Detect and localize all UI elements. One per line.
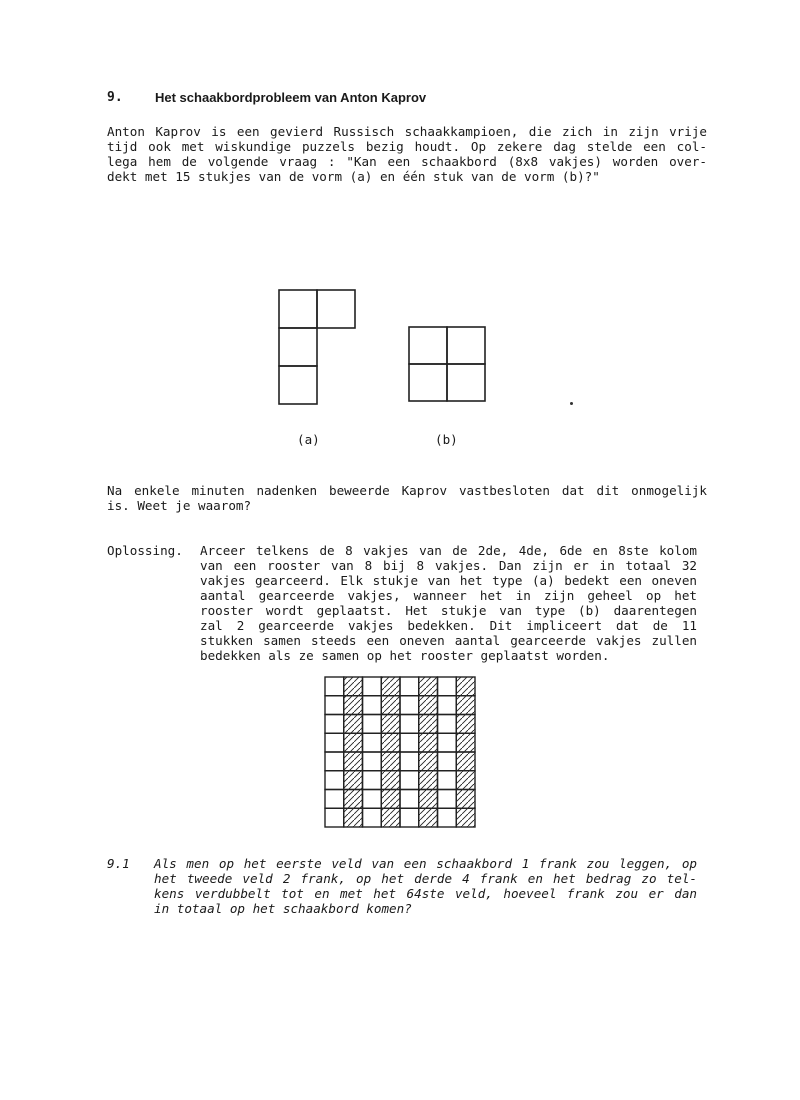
grid-cell-shaded	[419, 733, 438, 752]
grid-cell-shaded	[419, 790, 438, 809]
grid-cell-shaded	[456, 752, 475, 771]
grid-cell-shaded	[381, 771, 400, 790]
grid-cell-shaded	[456, 696, 475, 715]
piece-b-cell	[447, 327, 485, 364]
solution-paragraph	[200, 543, 697, 663]
grid-cell-shaded	[456, 677, 475, 696]
grid-cell	[363, 790, 382, 809]
grid-cell-shaded	[381, 715, 400, 734]
grid-cell-shaded	[456, 771, 475, 790]
grid-cell	[400, 677, 419, 696]
grid-cell	[363, 808, 382, 827]
grid-cell	[438, 696, 457, 715]
grid-cell-shaded	[344, 677, 363, 696]
grid-cell	[325, 752, 344, 771]
grid-cell	[438, 771, 457, 790]
grid-cell-shaded	[381, 733, 400, 752]
piece-a-cell	[279, 328, 317, 366]
grid-cell-shaded	[344, 715, 363, 734]
exercise-paragraph	[154, 856, 697, 916]
grid-cell	[325, 677, 344, 696]
exercise-line: het tweede veld 2 frank, op het derde 4 frank en het bedrag zo tel-	[154, 871, 697, 886]
grid-cell	[325, 733, 344, 752]
grid-cell	[438, 715, 457, 734]
grid-cell-shaded	[456, 715, 475, 734]
grid-cell	[325, 715, 344, 734]
grid-cell-shaded	[381, 752, 400, 771]
solution-line: rooster wordt geplaatst. Het stukje van type (b) daarentegen	[200, 603, 697, 618]
caption-b: (b)	[435, 432, 458, 447]
grid-cell-shaded	[344, 696, 363, 715]
solution-line: zal 2 gearceerde vakjes bedekken. Dit impliceert dat de 11	[200, 618, 697, 633]
grid-cell	[363, 696, 382, 715]
grid-cell-shaded	[419, 752, 438, 771]
grid-cell	[400, 733, 419, 752]
solution-line: van een rooster van 8 bij 8 vakjes. Dan zijn er in totaal 32	[200, 558, 697, 573]
grid-cell	[363, 677, 382, 696]
solution-line: stukken samen steeds een oneven aantal gearceerde vakjes zullen	[200, 633, 697, 648]
section-number: 9.	[107, 90, 123, 105]
shaded-chessboard-grid	[324, 676, 476, 828]
grid-cell	[325, 790, 344, 809]
grid-cell	[400, 790, 419, 809]
exercise-line: kens verdubbelt tot en met het 64ste veld, hoeveel frank zou er dan	[154, 886, 697, 901]
grid-cell-shaded	[344, 790, 363, 809]
solution-line: aantal gearceerde vakjes, wanneer het in zijn geheel op het	[200, 588, 697, 603]
intro-line: tijd ook met wiskundige puzzels bezig houdt. Op zekere dag stelde een col-	[107, 139, 707, 154]
grid-cell	[325, 808, 344, 827]
grid-cell	[325, 771, 344, 790]
grid-cell	[438, 752, 457, 771]
grid-cell-shaded	[419, 808, 438, 827]
piece-a-figure	[278, 289, 358, 407]
grid-cell-shaded	[344, 771, 363, 790]
grid-cell-shaded	[344, 733, 363, 752]
piece-a-cell	[279, 366, 317, 404]
grid-cell-shaded	[456, 733, 475, 752]
piece-b-cell	[409, 364, 447, 401]
question-line: is. Weet je waarom?	[107, 498, 252, 513]
solution-line: bedekken als ze samen op het rooster geplaatst worden.	[200, 648, 610, 663]
grid-cell-shaded	[381, 696, 400, 715]
stray-mark	[570, 402, 573, 405]
grid-cell	[400, 715, 419, 734]
grid-cell	[363, 752, 382, 771]
grid-cell	[400, 771, 419, 790]
grid-cell-shaded	[419, 696, 438, 715]
exercise-number: 9.1	[107, 856, 130, 871]
piece-b-figure	[408, 326, 488, 404]
caption-a: (a)	[297, 432, 320, 447]
intro-line: Anton Kaprov is een gevierd Russisch schaakkampioen, die zich in zijn vrije	[107, 124, 707, 139]
grid-cell-shaded	[344, 752, 363, 771]
intro-paragraph	[107, 124, 707, 184]
solution-label: Oplossing.	[107, 543, 183, 558]
intro-line: lega hem de volgende vraag : "Kan een schaakbord (8x8 vakjes) worden over-	[107, 154, 707, 169]
grid-cell	[363, 771, 382, 790]
solution-line: Arceer telkens de 8 vakjes van de 2de, 4de, 6de en 8ste kolom	[200, 543, 697, 558]
grid-cell	[363, 715, 382, 734]
grid-cell	[325, 696, 344, 715]
grid-cell-shaded	[456, 790, 475, 809]
grid-cell-shaded	[456, 808, 475, 827]
piece-b-cell	[447, 364, 485, 401]
question-line: Na enkele minuten nadenken beweerde Kaprov vastbesloten dat dit onmogelijk	[107, 483, 707, 498]
grid-cell-shaded	[419, 677, 438, 696]
grid-cell	[400, 696, 419, 715]
section-title: Het schaakbordprobleem van Anton Kaprov	[155, 90, 427, 105]
grid-cell-shaded	[381, 790, 400, 809]
grid-cell	[363, 733, 382, 752]
grid-cell	[438, 677, 457, 696]
grid-cell	[438, 808, 457, 827]
grid-cell-shaded	[381, 677, 400, 696]
piece-a-cell	[279, 290, 317, 328]
grid-cell	[400, 752, 419, 771]
grid-cell	[438, 733, 457, 752]
grid-cell-shaded	[419, 771, 438, 790]
grid-cell	[438, 790, 457, 809]
question-paragraph	[107, 483, 707, 513]
piece-b-cell	[409, 327, 447, 364]
piece-a-cell	[317, 290, 355, 328]
grid-cell-shaded	[381, 808, 400, 827]
solution-line: vakjes gearceerd. Elk stukje van het type (a) bedekt een oneven	[200, 573, 697, 588]
grid-cell	[400, 808, 419, 827]
grid-cell-shaded	[419, 715, 438, 734]
intro-line: dekt met 15 stukjes van de vorm (a) en één stuk van de vorm (b)?"	[107, 169, 600, 184]
exercise-line: Als men op het eerste veld van een schaakbord 1 frank zou leggen, op	[154, 856, 697, 871]
exercise-line: in totaal op het schaakbord komen?	[154, 901, 412, 916]
grid-cell-shaded	[344, 808, 363, 827]
